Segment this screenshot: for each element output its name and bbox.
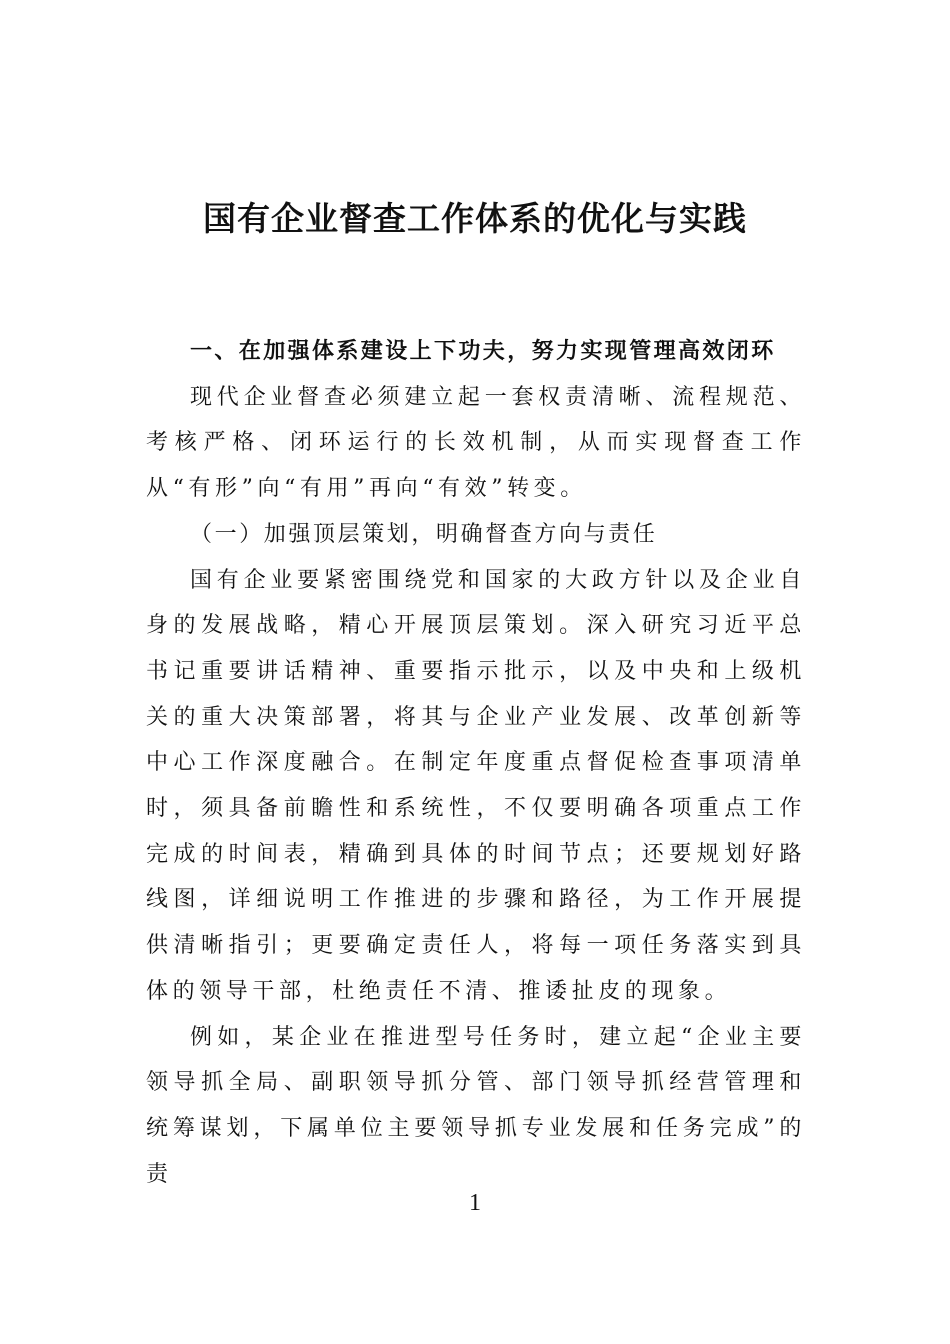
page-number: 1	[469, 1190, 481, 1216]
intro-paragraph: 现代企业督查必须建立起一套权责清晰、流程规范、考核严格、闭环运行的长效机制，从而实现督查工作从“有形”向“有用”再向“有效”转变。	[146, 384, 806, 502]
body-paragraph: 国有企业要紧密围绕党和国家的大政方针以及企业自身的发展战略，精心开展顶层策划。深入研究习近平总书记重要讲话精神、重要指示批示，以及中央和上级机关的重大决策部署，将其与企业产业发展、改革创新等中心工作深度融合。在制定年度重点督促检查事项清单时，须具备前瞻性和系统性，不仅要明确各项重点工作完成的时间表，精确到具体的时间节点；还要规划好路线图，详细说明工作推进的步骤和路径，为工作开展提供清晰指引；更要确定责任人，将每一项任务落实到具体的领导干部，杜绝责任不清、推诿扯皮的现象。	[146, 567, 806, 1004]
example-paragraph: 例如，某企业在推进型号任务时，建立起“企业主要领导抓全局、副职领导抓分管、部门领导抓经营管理和统筹谋划，下属单位主要领导抓专业发展和任务完成”的责	[146, 1024, 806, 1187]
section-heading: 一、在加强体系建设上下功夫，努力实现管理高效闭环	[190, 339, 776, 364]
document-body	[146, 329, 806, 1197]
document-title: 国有企业督查工作体系的优化与实践	[203, 199, 747, 238]
subsection-heading: （一）加强顶层策划，明确督查方向与责任	[190, 521, 658, 547]
